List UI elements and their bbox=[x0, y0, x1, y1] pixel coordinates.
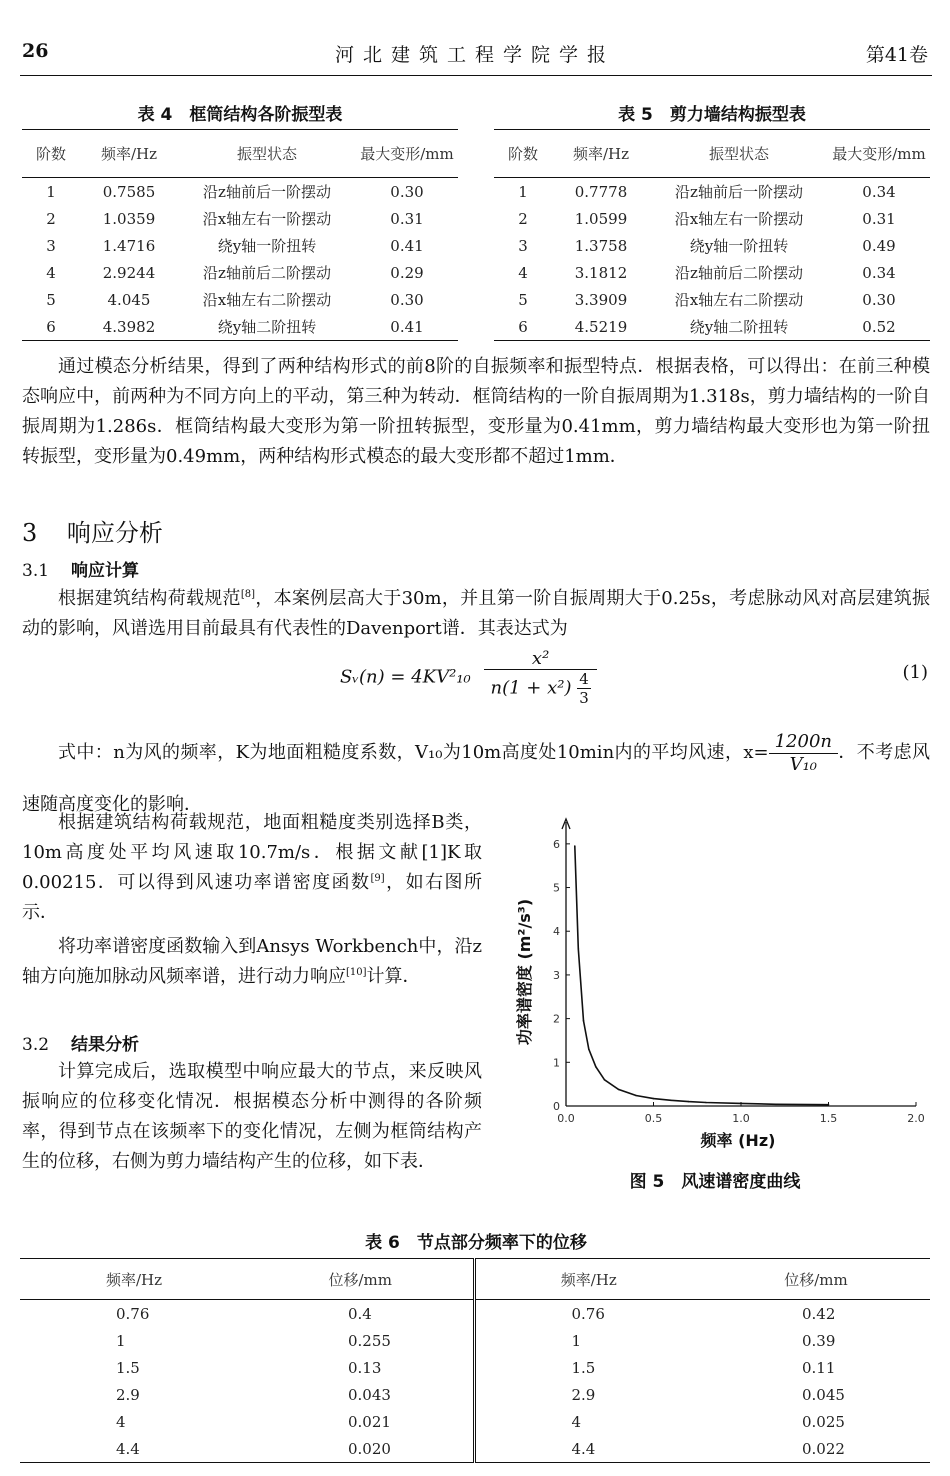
section-number: 3 bbox=[22, 519, 38, 547]
table-cell: 0.29 bbox=[390, 263, 424, 282]
table-cell: 0.30 bbox=[862, 290, 896, 309]
page-number: 26 bbox=[22, 40, 49, 62]
formula-numerator: x² bbox=[484, 648, 596, 670]
modal-paragraph: 通过模态分析结果，得到了两种结构形式的前8阶的自振频率和振型特点．根据表格，可以得出：在前三种模态响应中，前两种为不同方向上的平动，第三种为转动．框筒结构的一阶自振周期为1.318s，剪力墙结构的一阶自振周期为1.286s．框筒结构最大变形为第一阶扭转振型，变形量为0.41mm，剪力墙结构最大变形也为第一阶扭转振型，变形量为0.49mm，两种结构形式模态的最大变形都不超过1mm． bbox=[22, 356, 930, 467]
formula-denominator bbox=[484, 670, 596, 707]
table-cell: 0.7778 bbox=[574, 182, 628, 201]
table-cell: 沿z轴前后二阶摆动 bbox=[675, 264, 803, 282]
table-cell: 0.49 bbox=[862, 236, 896, 255]
table-cell: 0.76 bbox=[474, 1300, 702, 1328]
table4-header-cell: 振型状态 bbox=[178, 130, 356, 178]
table4-header-cell: 最大变形/mm bbox=[356, 130, 458, 178]
table4-header-cell: 频率/Hz bbox=[80, 130, 178, 178]
table-cell: 0.022 bbox=[702, 1435, 930, 1463]
ansys-paragraph bbox=[22, 932, 482, 992]
table6-header-row bbox=[20, 1259, 930, 1300]
table-row bbox=[22, 232, 458, 259]
citation: [9] bbox=[370, 873, 385, 884]
table-row bbox=[494, 286, 930, 313]
data-point bbox=[583, 1020, 585, 1022]
table-cell: 0.31 bbox=[862, 209, 896, 228]
table-cell: 6 bbox=[22, 313, 80, 341]
table5 bbox=[494, 129, 930, 341]
data-point bbox=[670, 1100, 672, 1102]
y-tick-label: 1 bbox=[553, 1056, 560, 1070]
table-cell: 1 bbox=[474, 1327, 702, 1354]
table-cell: 0.31 bbox=[390, 209, 424, 228]
calc-text-b: ，本案例层高大于30m，并且第一阶自振周期大于0.25s，考虑脉动风对高层建筑振动的影响，风谱选用目前最具有代表性的Davenport谱．其表达式为 bbox=[22, 588, 930, 639]
y-tick-label: 5 bbox=[553, 881, 560, 895]
where-frac-den: V₁₀ bbox=[789, 753, 818, 775]
table-row bbox=[494, 313, 930, 341]
citation: [10] bbox=[346, 967, 367, 978]
table-cell: 0.13 bbox=[348, 1358, 382, 1377]
x-tick-label: 0.0 bbox=[557, 1112, 575, 1125]
table-cell: 4.045 bbox=[107, 290, 151, 309]
table-cell: 0.7585 bbox=[102, 182, 156, 201]
data-point bbox=[775, 1104, 777, 1106]
y-tick-label: 2 bbox=[553, 1012, 560, 1026]
table-cell: 1 bbox=[518, 182, 528, 201]
table5-body bbox=[494, 178, 930, 341]
table4-header-row bbox=[22, 130, 458, 178]
table-cell: 0.39 bbox=[802, 1331, 836, 1350]
table-cell: 0.34 bbox=[862, 182, 896, 201]
data-point bbox=[574, 845, 576, 847]
table-row bbox=[494, 205, 930, 232]
table4-header-cell: 阶数 bbox=[22, 130, 80, 178]
formula-1 bbox=[340, 648, 597, 707]
table-cell: 4 bbox=[518, 263, 528, 282]
data-point bbox=[604, 1079, 606, 1081]
data-point bbox=[828, 1104, 830, 1106]
wind-spectrum-chart bbox=[500, 812, 930, 1160]
formula-den-base: n(1 + x²) bbox=[490, 677, 572, 699]
table-cell: 2.9244 bbox=[102, 263, 156, 282]
table6-caption: 表 6 节点部分频率下的位移 bbox=[365, 1233, 587, 1253]
data-point bbox=[618, 1089, 620, 1091]
table-row bbox=[22, 205, 458, 232]
ansys-text-a: 将功率谱密度函数输入到Ansys Workbench中，沿z轴方向施加脉动风频率谱，进行动力响应 bbox=[22, 936, 482, 987]
table-cell: 绕y轴一阶扭转 bbox=[689, 237, 789, 255]
table-cell: 0.34 bbox=[862, 263, 896, 282]
data-point bbox=[578, 948, 580, 950]
table-cell: 6 bbox=[494, 313, 552, 341]
data-point bbox=[740, 1103, 742, 1105]
x-tick-label: 1.0 bbox=[732, 1112, 750, 1125]
ansys-text-b: 计算． bbox=[366, 966, 421, 987]
subsection-title: 结果分析 bbox=[71, 1035, 140, 1055]
table-cell: 3 bbox=[46, 236, 56, 255]
table-cell: 0.76 bbox=[116, 1304, 150, 1323]
table-cell: 2 bbox=[46, 209, 56, 228]
table-cell: 0.41 bbox=[390, 236, 424, 255]
table-cell: 沿x轴左右二阶摆动 bbox=[202, 291, 332, 309]
where-text-b: ．不考虑风速随高度变化的影响． bbox=[22, 742, 930, 815]
subsection-title: 响应计算 bbox=[71, 561, 140, 581]
table-cell: 0.043 bbox=[348, 1385, 391, 1404]
table6-body bbox=[20, 1300, 930, 1463]
table-cell: 3.1812 bbox=[574, 263, 628, 282]
table-cell: 4 bbox=[116, 1412, 126, 1431]
data-point bbox=[688, 1101, 690, 1103]
table5-header-cell: 阶数 bbox=[494, 130, 552, 178]
calc-paragraph bbox=[22, 584, 930, 644]
table-cell: 1.0599 bbox=[574, 209, 628, 228]
table5-header-cell: 振型状态 bbox=[650, 130, 828, 178]
table-cell: 沿x轴左右一阶摆动 bbox=[202, 210, 332, 228]
table-row bbox=[22, 178, 458, 206]
formula-exponent bbox=[577, 670, 591, 707]
table-cell: 绕y轴二阶扭转 bbox=[650, 313, 828, 341]
table5-header-cell: 频率/Hz bbox=[552, 130, 650, 178]
table-cell: 0.41 bbox=[356, 313, 458, 341]
table5-header-row bbox=[494, 130, 930, 178]
x-axis-label: 频率 (Hz) bbox=[700, 1131, 776, 1150]
roughness-paragraph bbox=[22, 808, 482, 928]
subsection-number: 3.2 bbox=[22, 1035, 50, 1055]
equation-number: (1) bbox=[902, 662, 928, 683]
data-point bbox=[705, 1102, 707, 1104]
data-point bbox=[653, 1098, 655, 1100]
formula-lhs: Sᵥ(n) = 4KV²₁₀ bbox=[340, 666, 471, 688]
table-row bbox=[494, 178, 930, 206]
table6 bbox=[20, 1258, 930, 1463]
table-cell: 5 bbox=[46, 290, 56, 309]
table-cell: 1.0359 bbox=[102, 209, 156, 228]
rough-text-a: 根据建筑结构荷载规范，地面粗糙度类别选择B类，10m高度处平均风速取10.7m/s．根据文献[1]K取0.00215．可以得到风速功率谱密度函数 bbox=[22, 812, 482, 893]
table-cell: 1.5 bbox=[116, 1358, 140, 1377]
result-paragraph: 计算完成后，选取模型中响应最大的节点，来反映风振响应的位移变化情况．根据模态分析中测得的各阶频率，得到节点在该频率下的变化情况，左侧为框筒结构产生的位移，右侧为剪力墙结构产生的位移，如下表． bbox=[22, 1061, 482, 1172]
table4-body bbox=[22, 178, 458, 341]
table-cell: 0.30 bbox=[390, 290, 424, 309]
table-row bbox=[22, 286, 458, 313]
section-3-2-heading bbox=[22, 1030, 139, 1055]
y-axis-label: 功率谱密度 (m²/s³) bbox=[515, 898, 534, 1046]
table-cell: 4.4 bbox=[20, 1435, 248, 1463]
y-tick-label: 6 bbox=[553, 837, 560, 851]
table-cell: 0.11 bbox=[802, 1358, 836, 1377]
table-cell: 4 bbox=[474, 1408, 702, 1435]
table-row bbox=[22, 259, 458, 286]
table-cell: 4.4 bbox=[474, 1435, 702, 1463]
table-cell: 1 bbox=[46, 182, 56, 201]
where-frac-num: 1200n bbox=[769, 731, 838, 754]
table-row bbox=[494, 259, 930, 286]
table-cell: 0.52 bbox=[828, 313, 930, 341]
y-tick-label: 0 bbox=[553, 1100, 560, 1113]
table5-caption: 表 5 剪力墙结构振型表 bbox=[618, 105, 806, 125]
table-cell: 0.020 bbox=[248, 1435, 474, 1463]
header-rule bbox=[20, 75, 932, 76]
table-cell: 4 bbox=[46, 263, 56, 282]
table-cell: 沿x轴左右一阶摆动 bbox=[674, 210, 804, 228]
table-cell: 3.3909 bbox=[574, 290, 628, 309]
table-cell: 绕y轴二阶扭转 bbox=[178, 313, 356, 341]
table-cell: 1.4716 bbox=[102, 236, 156, 255]
table4-caption: 表 4 框筒结构各阶振型表 bbox=[137, 105, 343, 125]
y-tick-label: 3 bbox=[553, 968, 560, 982]
calc-text-a: 根据建筑结构荷载规范 bbox=[58, 588, 241, 609]
table-cell: 0.045 bbox=[802, 1385, 845, 1404]
table-cell: 1.3758 bbox=[574, 236, 628, 255]
table-row bbox=[20, 1408, 930, 1435]
where-fraction bbox=[769, 731, 838, 776]
journal-title: 河北建筑工程学院学报 bbox=[334, 44, 615, 66]
where-text-a: 式中：n为风的频率，K为地面粗糙度系数，V₁₀为10m高度处10min内的平均风速，x= bbox=[58, 742, 769, 763]
data-point bbox=[635, 1095, 637, 1097]
table-row bbox=[20, 1300, 930, 1328]
table-cell: 沿z轴前后一阶摆动 bbox=[203, 183, 331, 201]
table-cell: 0.021 bbox=[348, 1412, 391, 1431]
x-tick-label: 2.0 bbox=[907, 1112, 925, 1125]
volume-label: 第41卷 bbox=[865, 44, 928, 66]
table-cell: 3 bbox=[518, 236, 528, 255]
table-cell: 2 bbox=[518, 209, 528, 228]
table-row bbox=[20, 1354, 930, 1381]
formula-exp-num: 4 bbox=[579, 670, 589, 688]
table-row bbox=[20, 1435, 930, 1463]
series-line bbox=[575, 846, 829, 1105]
table6-header-cell: 频率/Hz bbox=[474, 1259, 702, 1300]
figure-caption: 图 5 风速谱密度曲线 bbox=[629, 1172, 801, 1192]
x-tick-label: 0.5 bbox=[644, 1112, 663, 1125]
table-cell: 2.9 bbox=[474, 1381, 702, 1408]
table-cell: 4.3982 bbox=[80, 313, 178, 341]
table-row bbox=[20, 1327, 930, 1354]
data-point bbox=[595, 1066, 597, 1068]
table-cell: 2.9 bbox=[116, 1385, 140, 1404]
table6-header-cell: 频率/Hz bbox=[20, 1259, 248, 1300]
section-title: 响应分析 bbox=[66, 519, 163, 547]
table-cell: 0.025 bbox=[802, 1412, 845, 1431]
formula-exp-den: 3 bbox=[579, 689, 589, 707]
table-cell: 沿x轴左右二阶摆动 bbox=[674, 291, 804, 309]
table-cell: 0.30 bbox=[390, 182, 424, 201]
citation: [8] bbox=[240, 589, 256, 600]
table-row bbox=[22, 313, 458, 341]
y-tick-label: 4 bbox=[553, 925, 560, 939]
subsection-number: 3.1 bbox=[22, 561, 50, 581]
table4 bbox=[22, 129, 458, 341]
formula-fraction bbox=[484, 648, 596, 707]
data-point bbox=[588, 1048, 590, 1050]
rough-text-b: ，如右图所示． bbox=[22, 872, 483, 923]
section-3-heading bbox=[22, 513, 163, 548]
table-cell: 0.4 bbox=[348, 1304, 372, 1323]
table-row bbox=[494, 232, 930, 259]
table-cell: 沿z轴前后一阶摆动 bbox=[675, 183, 803, 201]
table-cell: 沿z轴前后二阶摆动 bbox=[203, 264, 331, 282]
table-cell: 4.5219 bbox=[552, 313, 650, 341]
section-3-1-heading bbox=[22, 556, 139, 581]
table-cell: 0.255 bbox=[348, 1331, 391, 1350]
table-cell: 5 bbox=[518, 290, 528, 309]
table6-header-cell: 位移/mm bbox=[248, 1259, 474, 1300]
x-tick-label: 1.5 bbox=[819, 1112, 838, 1125]
table-row bbox=[20, 1381, 930, 1408]
table-cell: 0.42 bbox=[802, 1304, 836, 1323]
table-cell: 1.5 bbox=[474, 1354, 702, 1381]
table6-header-cell: 位移/mm bbox=[702, 1259, 930, 1300]
table5-header-cell: 最大变形/mm bbox=[828, 130, 930, 178]
table-cell: 绕y轴一阶扭转 bbox=[217, 237, 317, 255]
table-cell: 1 bbox=[116, 1331, 126, 1350]
